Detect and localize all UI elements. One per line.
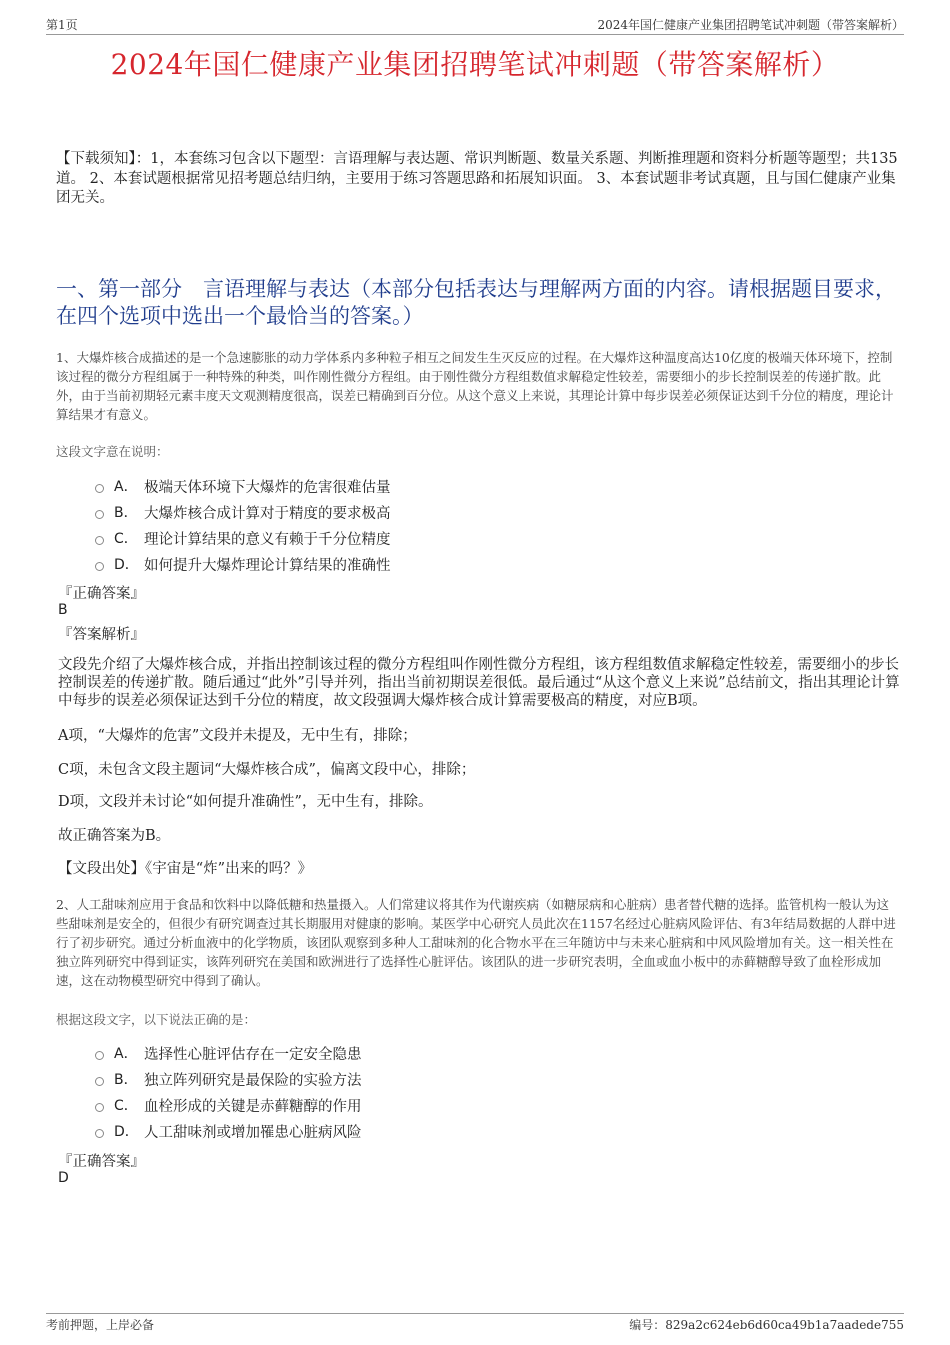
option-text: 选择性心脏评估存在一定安全隐患 xyxy=(144,1046,362,1063)
download-notice: 【下载须知】：1，本套练习包含以下题型：言语理解与表达题、常识判断题、数量关系题、判断推理题和资料分析题等题型；共135道。 2、本套试题根据常见招考题总结归纳，主要用于练习答题思路和拓展知识面。 3、本套试题非考试真题，且与国仁健康产业集团无关。 xyxy=(56,151,898,206)
option-letter: A． xyxy=(114,1046,138,1062)
question-1-prompt: 这段文字意在说明： xyxy=(56,444,169,459)
question-2-option-c[interactable] xyxy=(95,1095,362,1115)
question-2-option-d[interactable] xyxy=(95,1121,362,1141)
question-2-option-a[interactable] xyxy=(95,1043,362,1063)
option-letter: B． xyxy=(114,505,138,521)
option-text: 理论计算结果的意义有赖于千分位精度 xyxy=(144,531,391,548)
radio-icon[interactable] xyxy=(95,1129,104,1138)
source-citation: 【文段出处】《宇宙是“炸”出来的吗？》 xyxy=(58,861,313,877)
analysis-paragraph: C项，未包含文段主题词“大爆炸核合成”，偏离文段中心，排除； xyxy=(58,762,476,778)
radio-icon[interactable] xyxy=(95,536,104,545)
question-1-option-d[interactable] xyxy=(95,554,391,574)
analysis-paragraph: A项，“大爆炸的危害”文段并未提及，无中生有，排除； xyxy=(58,728,417,744)
option-text: 独立阵列研究是最保险的实验方法 xyxy=(144,1072,362,1089)
question-2-option-b[interactable] xyxy=(95,1069,362,1089)
page-number: 第1页 xyxy=(46,18,78,32)
radio-icon[interactable] xyxy=(95,1051,104,1060)
option-text: 极端天体环境下大爆炸的危害很难估量 xyxy=(144,479,391,496)
radio-icon[interactable] xyxy=(95,562,104,571)
question-1-answer-label: 『正确答案』 xyxy=(58,586,145,602)
page-header xyxy=(46,14,904,35)
section-title: 一、第一部分 言语理解与表达（本部分包括表达与理解两方面的内容。请根据题目要求，在四个选项中选出一个最恰当的答案。） xyxy=(56,277,896,328)
question-2-prompt: 根据这段文字，以下说法正确的是： xyxy=(56,1012,257,1027)
header-doc-title: 2024年国仁健康产业集团招聘笔试冲刺题（带答案解析） xyxy=(597,18,904,32)
option-letter: D． xyxy=(114,1124,139,1140)
analysis-paragraph: 文段先介绍了大爆炸核合成，并指出控制该过程的微分方程组叫作刚性微分方程组，该方程组数值求解稳定性较差，需要细小的步长控制误差的传递扩散。随后通过“此外”引导并列，指出当前初期误差很低。最后通过“从这个意义上来说”总结前文，指出其理论计算中每步的误差必须保证达到千分位的精度，故文段强调大爆炸核合成计算需要极高的精度，对应B项。 xyxy=(58,657,900,709)
option-letter: D． xyxy=(114,557,139,573)
question-1-option-b[interactable] xyxy=(95,502,391,522)
question-1-analysis-label: 『答案解析』 xyxy=(58,627,145,643)
option-letter: A． xyxy=(114,479,138,495)
option-text: 血栓形成的关键是赤藓糖醇的作用 xyxy=(144,1098,362,1115)
option-text: 如何提升大爆炸理论计算结果的准确性 xyxy=(144,557,391,574)
question-2-answer: D xyxy=(58,1170,69,1186)
question-2-text: 2、人工甜味剂应用于食品和饮料中以降低糖和热量摄入。人们常建议将其作为代谢疾病（如糖尿病和心脏病）患者替代糖的选择。监管机构一般认为这些甜味剂是安全的，但很少有研究调查过其长期服用对健康的影响。某医学中心研究人员此次在1157名经过心脏病风险评估、有3年结局数据的人群中进行了初步研究。通过分析血液中的化学物质，该团队观察到多种人工甜味剂的化合物水平在三年随访中与未来心脏病和中风风险增加有关。这一相关性在独立阵列研究中得到证实，该阵列研究在美国和欧洲进行了选择性心脏评估。该团队的进一步研究表明，全血或血小板中的赤藓糖醇导致了血栓形成加速，这在动物模型研究中得到了确认。 xyxy=(56,897,896,988)
question-1-option-c[interactable] xyxy=(95,528,391,548)
radio-icon[interactable] xyxy=(95,1077,104,1086)
radio-icon[interactable] xyxy=(95,510,104,519)
question-2-answer-label: 『正确答案』 xyxy=(58,1154,145,1170)
question-1-answer: B xyxy=(58,602,68,618)
footer-serial: 编号：829a2c624eb6d60ca49b1a7aadede755 xyxy=(629,1318,904,1332)
option-letter: B． xyxy=(114,1072,138,1088)
page-footer xyxy=(46,1313,904,1332)
document-title: 2024年国仁健康产业集团招聘笔试冲刺题（带答案解析） xyxy=(110,48,840,81)
option-text: 大爆炸核合成计算对于精度的要求极高 xyxy=(144,505,391,522)
analysis-paragraph: 故正确答案为B。 xyxy=(58,828,171,844)
option-letter: C． xyxy=(114,531,138,547)
question-1-option-a[interactable] xyxy=(95,476,391,496)
option-letter: C． xyxy=(114,1098,138,1114)
analysis-paragraph: D项，文段并未讨论“如何提升准确性”，无中生有，排除。 xyxy=(58,794,433,810)
option-text: 人工甜味剂或增加罹患心脏病风险 xyxy=(144,1124,362,1141)
footer-slogan: 考前押题，上岸必备 xyxy=(46,1318,155,1332)
radio-icon[interactable] xyxy=(95,1103,104,1112)
radio-icon[interactable] xyxy=(95,484,104,493)
question-1-text: 1、大爆炸核合成描述的是一个急速膨胀的动力学体系内多种粒子相互之间发生生灭反应的过程。在大爆炸这种温度高达10亿度的极端天体环境下，控制该过程的微分方程组属于一种特殊的种类，叫作刚性微分方程组。由于刚性微分方程组数值求解稳定性较差，需要细小的步长控制误差的传递扩散。此外，由于当前初期轻元素丰度天文观测精度很高，误差已精确到百分位。从这个意义上来说，其理论计算中每步误差必须保证达到千分位的精度，理论计算结果才有意义。 xyxy=(56,350,894,422)
